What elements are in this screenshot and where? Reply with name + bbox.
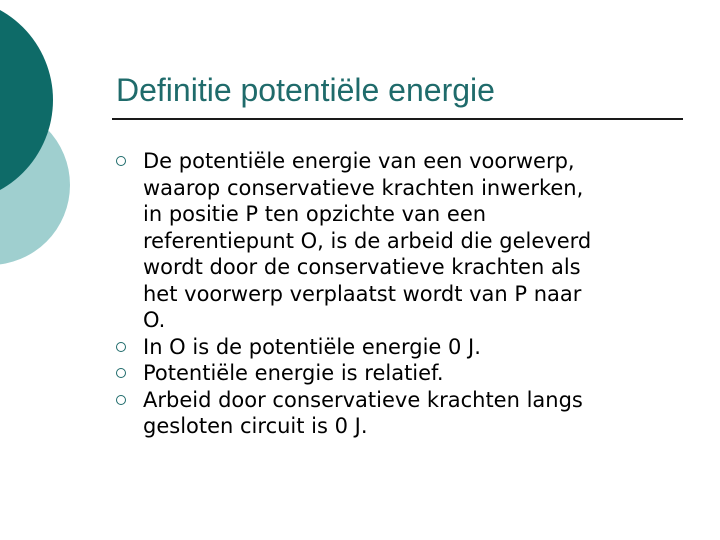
text-line: In O is de potentiële energie 0 J. <box>143 334 481 359</box>
hollow-circle-bullet-icon <box>112 148 143 175</box>
text-line: wordt door de conservatieve krachten als <box>143 255 581 279</box>
bullet-text <box>143 148 687 334</box>
bullet-list <box>112 148 687 440</box>
bullet-item <box>112 360 687 387</box>
text-line: het voorwerp verplaatst wordt van P naar <box>143 281 582 306</box>
hollow-circle-bullet-icon <box>112 360 143 387</box>
text-line: waarop conservatieve krachten inwerken, <box>143 175 584 200</box>
hollow-circle-bullet-icon <box>112 387 143 414</box>
bullet-text <box>143 387 687 440</box>
text-line: O. <box>143 308 166 332</box>
text-line: De potentiële energie van een voorwerp, <box>143 149 575 173</box>
bullet-item <box>112 334 687 361</box>
text-line: gesloten circuit is 0 J. <box>143 414 368 438</box>
text-line: Arbeid door conservatieve krachten langs <box>143 387 583 412</box>
text-line: Potentiële energie is relatief. <box>143 361 444 385</box>
bullet-text <box>143 360 687 387</box>
text-line: referentiepunt O, is de arbeid die geleverd <box>143 228 592 253</box>
decorative-circles <box>0 0 110 300</box>
title-divider <box>112 118 683 120</box>
slide-title: Definitie potentiële energie <box>116 72 495 108</box>
hollow-circle-bullet-icon <box>112 334 143 361</box>
bullet-item <box>112 387 687 440</box>
bullet-item <box>112 148 687 334</box>
text-line: in positie P ten opzichte van een <box>143 202 487 226</box>
bullet-text <box>143 334 687 361</box>
